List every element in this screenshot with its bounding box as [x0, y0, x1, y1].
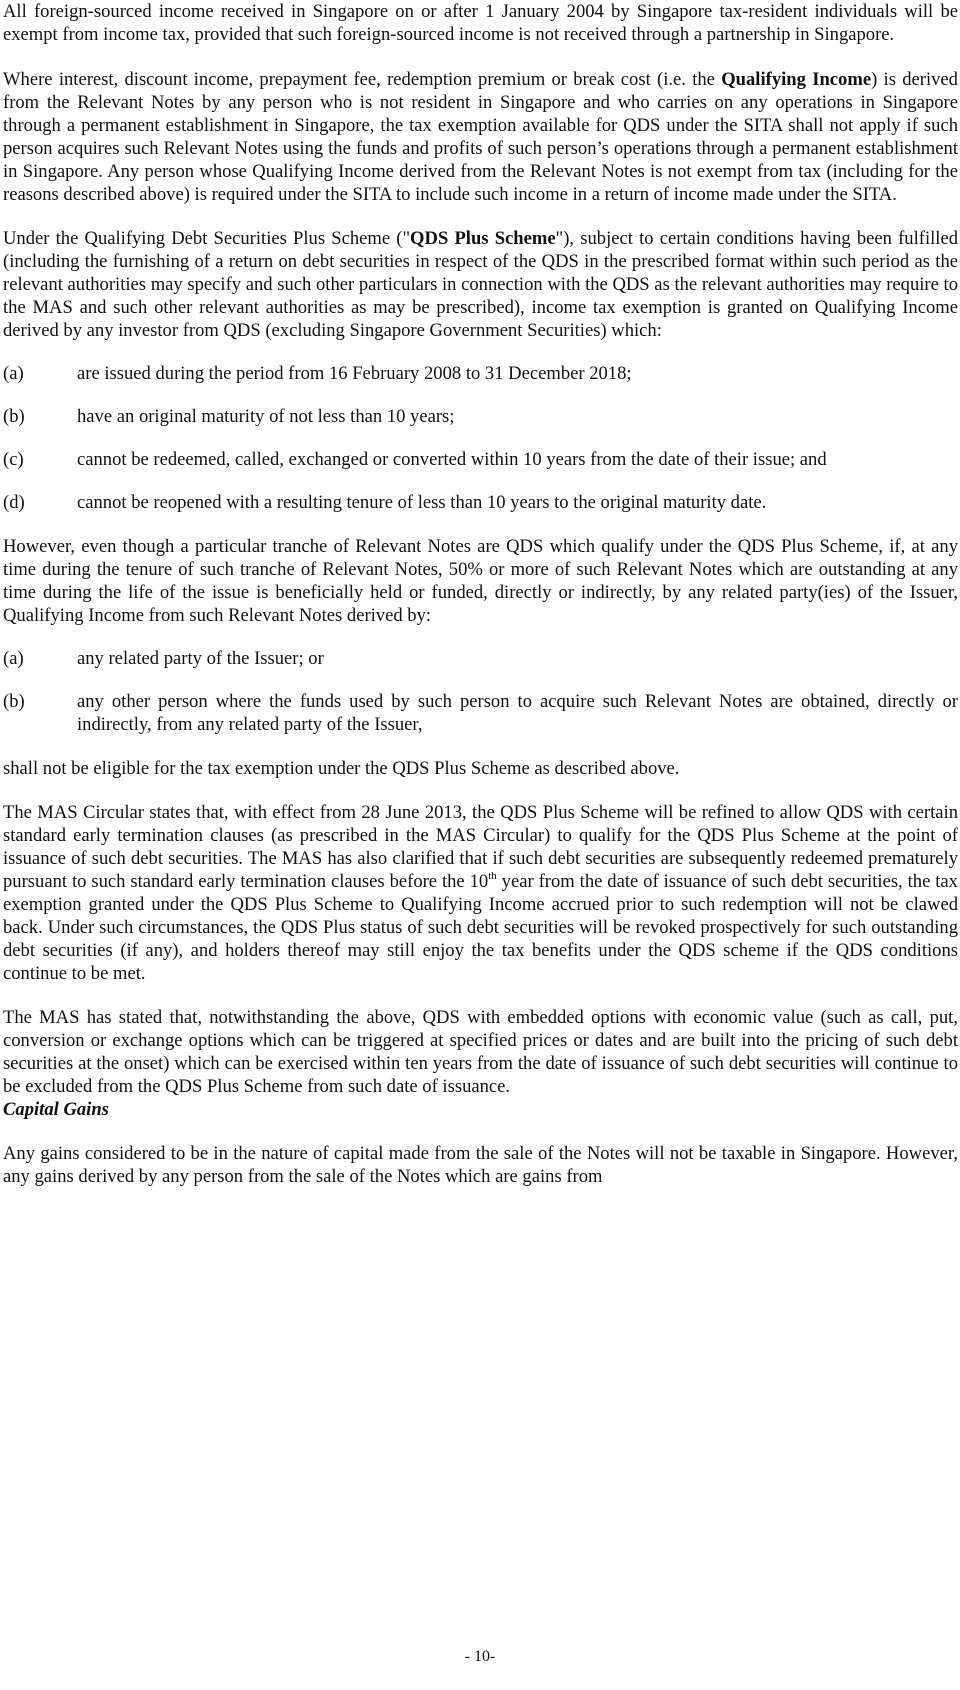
mas-circular-text-end: year from the date of issuance of such debt securities, the tax exemption granted under the QDS Plus Scheme to Qualifying Income accrued prior to such redemption will not be clawed back. Under such circumstances, the QDS Plus status of such debt securities will be revoked prospectively for such outstanding debt securities (if any), and holders thereof may still enjoy the tax benefits under the QDS scheme if the QDS conditions continue to be met.: [3, 871, 958, 984]
condition-text: have an original maturity of not less than 10 years;: [77, 406, 455, 427]
paragraph-capital-gains: Any gains considered to be in the nature of capital made from the sale of the Notes will not be taxable in Singapore. However, any gains derived by any person from the sale of the Notes which are gains from: [3, 1143, 958, 1187]
qds-plus-text-start: Under the Qualifying Debt Securities Plus Scheme (": [3, 228, 411, 249]
condition-label: (c): [3, 449, 24, 470]
paragraph-qualifying-income: [3, 68, 958, 206]
condition-label: (d): [3, 492, 25, 513]
related-party-label: (a): [3, 648, 24, 669]
condition-text: are issued during the period from 16 February 2008 to 31 December 2018;: [77, 363, 632, 384]
condition-item: [3, 405, 958, 428]
capital-gains-heading: Capital Gains: [3, 1099, 109, 1120]
paragraph-foreign-income: All foreign-sourced income received in Singapore on or after 1 January 2004 by Singapore tax-resident individuals will be exempt from income tax, provided that such foreign-sourced income is not received through a partnership in Singapore.: [3, 1, 958, 45]
condition-label: (b): [3, 406, 25, 427]
related-party-label: (b): [3, 691, 25, 712]
related-party-text: any related party of the Issuer; or: [77, 648, 324, 669]
condition-item: [3, 491, 958, 514]
qds-plus-text-end: "), subject to certain conditions having been fulfilled (including the furnishing of a return on debt securities in respect of the QDS in the prescribed format within such period as the relevant authorities may specify and such other particulars in connection with the QDS as the relevant authorities may require to the MAS and such other relevant authorities as may be prescribed), income tax exemption is granted on Qualifying Income derived by any investor from QDS (excluding Singapore Government Securities) which:: [3, 228, 958, 341]
mas-circular-text-start: The MAS Circular states that, with effect from 28 June 2013, the QDS Plus Scheme will be refined to allow QDS with certain standard early termination clauses (as prescribed in the MAS Circular) to qualify for the QDS Plus Scheme at the point of issuance of such debt securities. The MAS has also clarified that if such debt securities are subsequently redeemed prematurely pursuant to such standard early termination clauses before the 10: [3, 802, 958, 892]
condition-label: (a): [3, 363, 24, 384]
related-party-item: [3, 690, 958, 736]
qualifying-income-text-start: Where interest, discount income, prepayment fee, redemption premium or break cost (i.e. the: [3, 69, 722, 90]
related-party-item: [3, 647, 958, 670]
paragraph-not-eligible: shall not be eligible for the tax exemption under the QDS Plus Scheme as described above.: [3, 758, 680, 779]
paragraph-qds-plus-scheme: [3, 227, 958, 342]
condition-text: cannot be reopened with a resulting tenure of less than 10 years to the original maturity date.: [77, 492, 767, 513]
document-page: [3, 0, 958, 1188]
condition-item: [3, 362, 958, 385]
related-party-text: any other person where the funds used by such person to acquire such Relevant Notes are obtained, directly or indirectly, from any related party of the Issuer,: [77, 691, 958, 735]
paragraph-mas-circular: [3, 801, 958, 985]
condition-item: [3, 448, 958, 471]
qds-plus-term: QDS Plus Scheme: [410, 228, 556, 249]
page-number: - 10-: [464, 1648, 496, 1665]
condition-text: cannot be redeemed, called, exchanged or converted within 10 years from the date of their issue; and: [77, 449, 827, 470]
paragraph-however: However, even though a particular tranche of Relevant Notes are QDS which qualify under the QDS Plus Scheme, if, at any time during the tenure of such tranche of Relevant Notes, 50% or more of such Relevant Notes which are outstanding at any time during the life of the issue is beneficially held or funded, directly or indirectly, by any related party(ies) of the Issuer, Qualifying Income from such Relevant Notes derived by:: [3, 536, 958, 626]
qualifying-income-text-end: ) is derived from the Relevant Notes by any person who is not resident in Singapore and who carries on any operations in Singapore through a permanent establishment in Singapore, the tax exemption available for QDS under the SITA shall not apply if such person acquires such Relevant Notes using the funds and profits of such person’s operations through a permanent establishment in Singapore. Any person whose Qualifying Income derived from the Relevant Notes is not exempt from tax (including for the reasons described above) is required under the SITA to include such income in a return of income made under the SITA.: [3, 69, 958, 205]
ordinal-superscript: th: [488, 870, 497, 882]
paragraph-embedded-options: The MAS has stated that, notwithstanding the above, QDS with embedded options with economic value (such as call, put, conversion or exchange options which can be triggered at specified prices or dates and are built into the pricing of such debt securities at the onset) which can be exercised within ten years from the date of issuance of such debt securities will continue to be excluded from the QDS Plus Scheme from such date of issuance.: [3, 1007, 958, 1097]
qualifying-income-term: Qualifying Income: [721, 69, 872, 90]
